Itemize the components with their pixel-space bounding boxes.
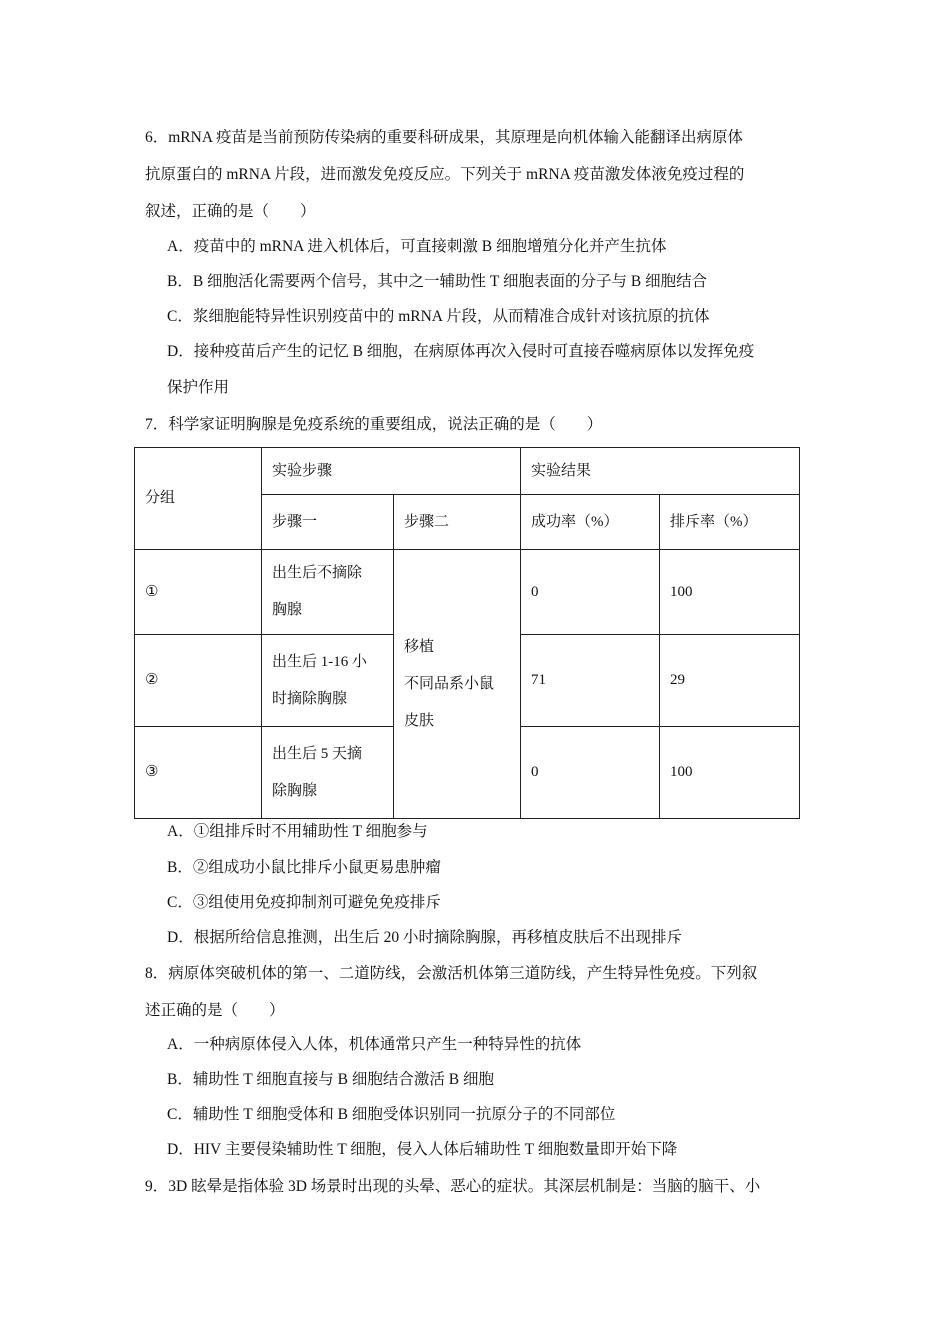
header-step2: 步骤二 — [394, 495, 521, 550]
header-results: 实验结果 — [521, 448, 800, 495]
q7-option-b: B．②组成功小鼠比排斥小鼠更易患肿瘤 — [167, 859, 441, 876]
q8-option-a: A．一种病原体侵入人体，机体通常只产生一种特异性的抗体 — [167, 1036, 582, 1053]
step2-line1: 移植 — [404, 638, 435, 655]
q8-option-d: D．HIV 主要侵染辅助性 T 细胞，侵入人体后辅助性 T 细胞数量即开始下降 — [167, 1141, 678, 1158]
experiment-table — [134, 447, 800, 819]
row2-step1-line2: 时摘除胸腺 — [272, 690, 348, 707]
q6-option-d-line1: D．接种疫苗后产生的记忆 B 细胞，在病原体再次入侵时可直接吞噬病原体以发挥免疫 — [167, 343, 755, 360]
header-reject: 排斥率（%） — [660, 495, 800, 550]
q9-stem-line1: 9．3D 眩晕是指体验 3D 场景时出现的头晕、恶心的症状。其深层机制是：当脑的脑干、小 — [145, 1178, 761, 1195]
q6-option-b: B．B 细胞活化需要两个信号，其中之一辅助性 T 细胞表面的分子与 B 细胞结合 — [167, 273, 708, 290]
q6-option-d-line2: 保护作用 — [167, 379, 230, 396]
row1-step1 — [262, 550, 394, 635]
q7-option-d: D．根据所给信息推测，出生后 20 小时摘除胸腺，再移植皮肤后不出现排斥 — [167, 929, 682, 946]
step2-line3: 皮肤 — [404, 712, 435, 729]
q6-option-a: A．疫苗中的 mRNA 进入机体后，可直接刺激 B 细胞增殖分化并产生抗体 — [167, 238, 667, 255]
q6-stem-line1: 6．mRNA 疫苗是当前预防传染病的重要科研成果，其原理是向机体输入能翻译出病原体 — [145, 129, 744, 146]
q7-stem: 7．科学家证明胸腺是免疫系统的重要组成，说法正确的是（ ） — [145, 416, 603, 433]
q7-option-a: A．①组排斥时不用辅助性 T 细胞参与 — [167, 823, 428, 840]
q8-stem-line2: 述正确的是（ ） — [145, 1002, 285, 1019]
row2-success: 71 — [521, 635, 660, 727]
row3-step1-line2: 除胸腺 — [272, 782, 318, 799]
table-row — [135, 550, 800, 635]
row2-step1-line1: 出生后 1-16 小 — [272, 653, 367, 670]
q8-stem-line1: 8．病原体突破机体的第一、二道防线，会激活机体第三道防线，产生特异性免疫。下列叙 — [145, 965, 758, 982]
row3-step1-line1: 出生后 5 天摘 — [272, 745, 363, 762]
q6-option-c: C．浆细胞能特异性识别疫苗中的 mRNA 片段，从而精准合成针对该抗原的抗体 — [167, 308, 710, 325]
q8-option-c: C．辅助性 T 细胞受体和 B 细胞受体识别同一抗原分子的不同部位 — [167, 1106, 616, 1123]
row2-group: ② — [135, 635, 262, 727]
header-step1: 步骤一 — [262, 495, 394, 550]
q7-option-c: C．③组使用免疫抑制剂可避免免疫排斥 — [167, 894, 441, 911]
step2-cell — [394, 550, 521, 819]
header-group: 分组 — [135, 448, 262, 550]
header-success: 成功率（%） — [521, 495, 660, 550]
row1-success: 0 — [521, 550, 660, 635]
row3-step1 — [262, 727, 394, 819]
row1-step1-line2: 胸腺 — [272, 602, 303, 618]
row3-success: 0 — [521, 727, 660, 819]
q6-stem-line3: 叙述，正确的是（ ） — [145, 203, 316, 220]
step2-line2: 不同品系小鼠 — [404, 675, 495, 692]
row3-reject: 100 — [660, 727, 800, 819]
row1-step1-line1: 出生后不摘除 — [272, 565, 363, 581]
row1-group: ① — [135, 550, 262, 635]
row3-group: ③ — [135, 727, 262, 819]
row1-reject: 100 — [660, 550, 800, 635]
row2-step1 — [262, 635, 394, 727]
q8-option-b: B．辅助性 T 细胞直接与 B 细胞结合激活 B 细胞 — [167, 1071, 494, 1088]
q6-stem-line2: 抗原蛋白的 mRNA 片段，进而激发免疫反应。下列关于 mRNA 疫苗激发体液免疫过程的 — [145, 166, 745, 183]
row2-reject: 29 — [660, 635, 800, 727]
header-steps: 实验步骤 — [262, 448, 521, 495]
